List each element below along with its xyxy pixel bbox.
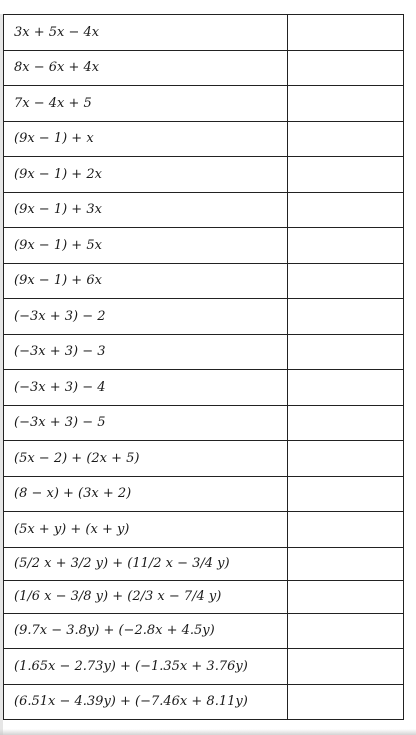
table-row <box>4 299 404 335</box>
answer-cell[interactable] <box>288 299 404 335</box>
table-row <box>4 50 404 86</box>
expression-cell: 8x − 6x + 4x <box>4 50 288 86</box>
table-row <box>4 476 404 512</box>
answer-cell[interactable] <box>288 263 404 299</box>
table-row <box>4 15 404 51</box>
answer-cell[interactable] <box>288 512 404 548</box>
answer-cell[interactable] <box>288 334 404 370</box>
expression-cell: (9x − 1) + 6x <box>4 263 288 299</box>
table-row <box>4 121 404 157</box>
expression-cell: (9x − 1) + x <box>4 121 288 157</box>
expression-cell: (5/2 x + 3/2 y) + (11/2 x − 3/4 y) <box>4 547 288 580</box>
table-row <box>4 263 404 299</box>
expression-cell: (9.7x − 3.8y) + (−2.8x + 4.5y) <box>4 613 288 649</box>
table-row <box>4 157 404 193</box>
table-row <box>4 512 404 548</box>
answer-cell[interactable] <box>288 405 404 441</box>
table-row <box>4 370 404 406</box>
answer-cell[interactable] <box>288 547 404 580</box>
answer-cell[interactable] <box>288 192 404 228</box>
table-row <box>4 684 404 720</box>
answer-cell[interactable] <box>288 15 404 51</box>
expression-cell: (8 − x) + (3x + 2) <box>4 476 288 512</box>
expression-cell: (1.65x − 2.73y) + (−1.35x + 3.76y) <box>4 649 288 685</box>
expression-cell: (−3x + 3) − 2 <box>4 299 288 335</box>
table-row <box>4 405 404 441</box>
expression-table <box>3 14 404 720</box>
answer-cell[interactable] <box>288 121 404 157</box>
expression-cell: (5x + y) + (x + y) <box>4 512 288 548</box>
table-row <box>4 649 404 685</box>
expression-cell: (9x − 1) + 3x <box>4 192 288 228</box>
table-row <box>4 547 404 580</box>
answer-cell[interactable] <box>288 649 404 685</box>
table-row <box>4 86 404 122</box>
answer-cell[interactable] <box>288 684 404 720</box>
answer-cell[interactable] <box>288 50 404 86</box>
expression-cell: 3x + 5x − 4x <box>4 15 288 51</box>
answer-cell[interactable] <box>288 86 404 122</box>
table-row <box>4 441 404 477</box>
expression-cell: 7x − 4x + 5 <box>4 86 288 122</box>
expression-cell: (−3x + 3) − 5 <box>4 405 288 441</box>
expression-cell: (5x − 2) + (2x + 5) <box>4 441 288 477</box>
expression-cell: (−3x + 3) − 4 <box>4 370 288 406</box>
table-row <box>4 228 404 264</box>
bottom-page-edge <box>0 729 416 735</box>
table-row <box>4 580 404 613</box>
table-row <box>4 613 404 649</box>
expression-cell: (9x − 1) + 2x <box>4 157 288 193</box>
answer-cell[interactable] <box>288 476 404 512</box>
answer-cell[interactable] <box>288 613 404 649</box>
expression-cell: (6.51x − 4.39y) + (−7.46x + 8.11y) <box>4 684 288 720</box>
table-row <box>4 334 404 370</box>
answer-cell[interactable] <box>288 370 404 406</box>
answer-cell[interactable] <box>288 580 404 613</box>
answer-cell[interactable] <box>288 441 404 477</box>
table-row <box>4 192 404 228</box>
answer-cell[interactable] <box>288 228 404 264</box>
expression-cell: (1/6 x − 3/8 y) + (2/3 x − 7/4 y) <box>4 580 288 613</box>
expression-cell: (−3x + 3) − 3 <box>4 334 288 370</box>
answer-cell[interactable] <box>288 157 404 193</box>
expression-cell: (9x − 1) + 5x <box>4 228 288 264</box>
